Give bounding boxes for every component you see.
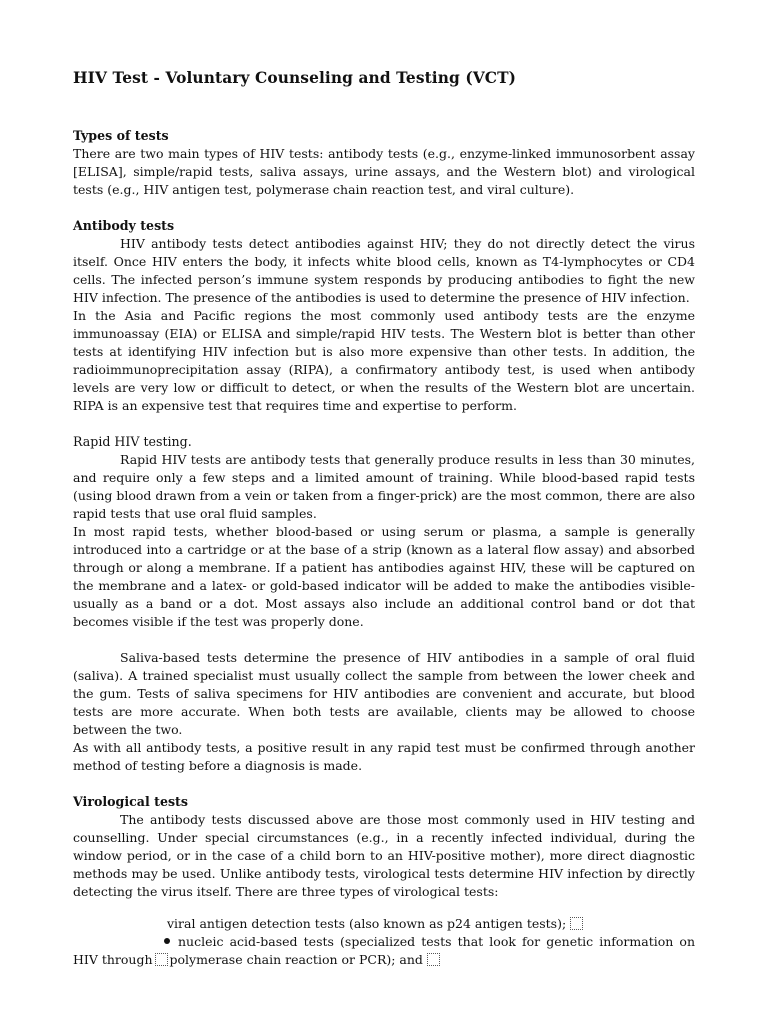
section-virological-tests [73, 793, 695, 969]
list-item [73, 933, 695, 969]
section-antibody-tests [73, 217, 695, 415]
spacer [73, 415, 695, 433]
paragraph-rapid-2: In most rapid tests, whether blood-based or using serum or plasma, a sample is generally introduced into a cartridge or at the base of a strip (known as a lateral flow assay) and absorbed through or along a membrane. If a patient has antibodies against HIV, these will be captured on the membrane and a latex- or gold-based indicator will be added to make the antibodies visible-usually as a band or a dot. Most assays also include an additional control band or dot that becomes visible if the test was properly done. [73, 524, 695, 629]
section-types-of-tests [73, 127, 695, 199]
spacer [73, 775, 695, 793]
section-saliva-tests [73, 649, 695, 775]
list-item-text-continued: polymerase chain reaction or PCR); and [169, 952, 423, 967]
paragraph-types-intro: There are two main types of HIV tests: antibody tests (e.g., enzyme-linked immunosorbent assay [ELISA], simple/rapid tests, saliva assays, urine assays, and the Western blot) and virological tests (e.g., HIV antigen test, polymerase chain reaction test, and viral culture). [73, 146, 695, 197]
document-title: HIV Test - Voluntary Counseling and Testing (VCT) [73, 69, 517, 87]
paragraph-rapid-1: Rapid HIV tests are antibody tests that generally produce results in less than 30 minutes, and require only a few steps and a limited amount of training. While blood-based rapid tests (using blood drawn from a vein or taken from a finger-prick) are the most common, there are also rapid tests that use oral fluid samples. [73, 452, 695, 521]
missing-glyph-icon [427, 953, 440, 966]
heading-rapid-testing: Rapid HIV testing. [73, 434, 192, 449]
spacer [73, 631, 695, 649]
virological-test-list [73, 915, 695, 969]
list-item-text: viral antigen detection tests (also known as p24 antigen tests); [167, 916, 567, 931]
paragraph-antibody-1: HIV antibody tests detect antibodies against HIV; they do not directly detect the virus itself. Once HIV enters the body, it infects white blood cells, known as T4-lymphocytes or CD4 cells. The infected person’s immune system responds by producing antibodies to fight the new HIV infection. The presence of the antibodies is used to determine the presence of HIV infection. [73, 236, 695, 305]
paragraph-antibody-2: In the Asia and Pacific regions the most commonly used antibody tests are the enzyme immunoassay (EIA) or ELISA and simple/rapid HIV tests. The Western blot is better than other tests at identifying HIV infection but is also more expensive than other tests. In addition, the radioimmunoprecipitation assay (RIPA), a confirmatory antibody test, is used when antibody levels are very low or difficult to detect, or when the results of the Western blot are uncertain. RIPA is an expensive test that requires time and expertise to perform. [73, 308, 695, 413]
missing-glyph-icon [155, 953, 168, 966]
heading-antibody-tests: Antibody tests [73, 218, 175, 233]
paragraph-virological-1: The antibody tests discussed above are those most commonly used in HIV testing and counselling. Under special circumstances (e.g., in a recently infected individual, during the window period, or in the case of a child born to an HIV-positive mother), more direct diagnostic methods may be used. Unlike antibody tests, virological tests determine HIV infection by directly detecting the virus itself. There are three types of virological tests: [73, 812, 695, 899]
list-item [73, 915, 695, 933]
spacer [73, 199, 695, 217]
list-item-text: nucleic acid-based tests (specialized tests that look for genetic information on HIV through [73, 934, 695, 967]
missing-glyph-icon [570, 917, 583, 930]
bullet-icon [164, 938, 170, 944]
heading-types-of-tests: Types of tests [73, 128, 169, 143]
paragraph-saliva-1: Saliva-based tests determine the presence of HIV antibodies in a sample of oral fluid (saliva). A trained specialist must usually collect the sample from between the lower cheek and the gum. Tests of saliva specimens for HIV antibodies are convenient and accurate, but blood tests are more accurate. When both tests are available, clients may be allowed to choose between the two. [73, 650, 695, 737]
paragraph-saliva-2: As with all antibody tests, a positive result in any rapid test must be confirmed through another method of testing before a diagnosis is made. [73, 740, 695, 773]
heading-virological-tests: Virological tests [73, 794, 188, 809]
section-rapid-testing [73, 433, 695, 631]
spacer [73, 901, 695, 915]
